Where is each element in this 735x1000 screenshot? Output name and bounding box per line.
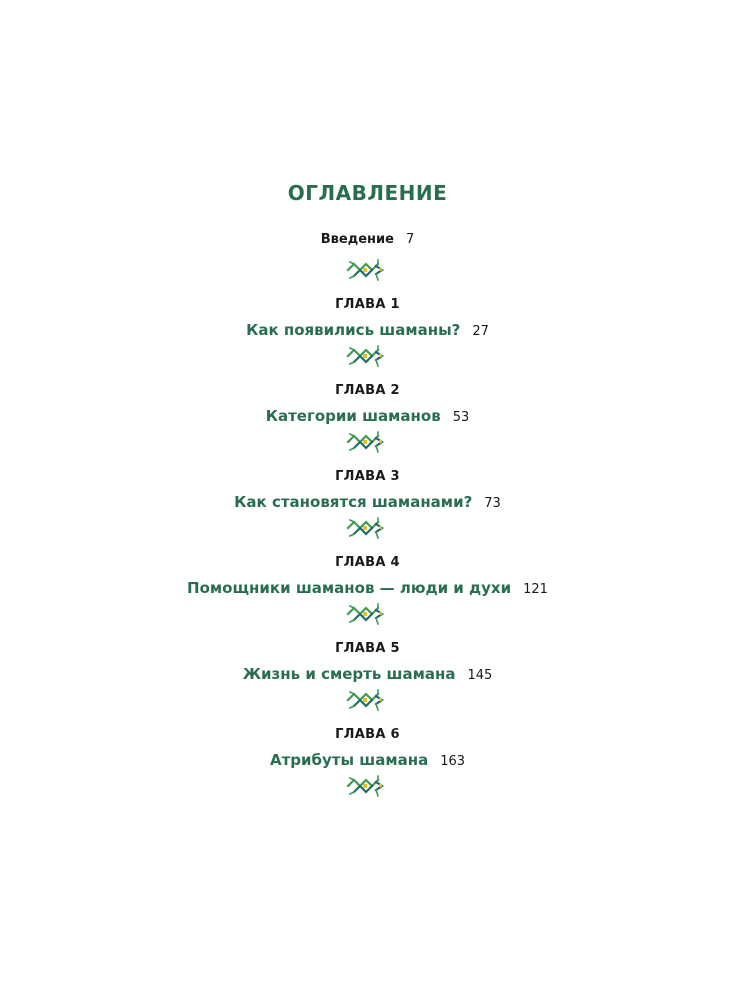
toc-chapter-4[interactable] xyxy=(0,554,735,599)
lizard-ornament-icon xyxy=(346,344,386,368)
lizard-ornament-icon xyxy=(346,430,386,454)
toc-chapter-5[interactable] xyxy=(0,640,735,685)
lizard-ornament-icon xyxy=(346,688,386,712)
chapter-title: Категории шаманов xyxy=(265,407,441,425)
chapter-label: ГЛАВА 3 xyxy=(335,469,400,484)
chapter-page-number: 73 xyxy=(484,496,501,511)
chapter-title: Атрибуты шамана xyxy=(269,751,429,769)
toc-chapter-6[interactable] xyxy=(0,726,735,771)
toc-chapter-2[interactable] xyxy=(0,382,735,427)
chapter-title: Помощники шаманов — люди и духи xyxy=(187,579,512,597)
intro-label: Введение xyxy=(320,232,394,247)
lizard-ornament-icon xyxy=(346,516,386,540)
lizard-ornament-icon xyxy=(346,774,386,798)
toc-title: ОГЛАВЛЕНИЕ xyxy=(287,181,448,205)
chapter-label: ГЛАВА 5 xyxy=(335,641,400,656)
toc-chapter-3[interactable] xyxy=(0,468,735,513)
lizard-ornament-icon xyxy=(346,602,386,626)
chapter-label: ГЛАВА 2 xyxy=(335,383,400,398)
chapter-label: ГЛАВА 6 xyxy=(335,727,400,742)
chapter-page-number: 145 xyxy=(467,668,493,683)
chapter-label: ГЛАВА 1 xyxy=(335,297,400,312)
toc-intro-entry[interactable] xyxy=(0,232,735,247)
chapter-page-number: 27 xyxy=(472,324,489,339)
chapter-label: ГЛАВА 4 xyxy=(335,555,400,570)
chapter-title: Как появились шаманы? xyxy=(246,321,461,339)
chapter-title: Жизнь и смерть шамана xyxy=(242,665,456,683)
toc-chapter-1[interactable] xyxy=(0,296,735,341)
chapter-page-number: 121 xyxy=(523,582,548,597)
chapter-page-number: 163 xyxy=(440,754,466,769)
chapter-title: Как становятся шаманами? xyxy=(234,493,473,511)
lizard-ornament-icon xyxy=(346,258,386,282)
intro-page-number: 7 xyxy=(405,232,415,247)
chapter-page-number: 53 xyxy=(452,410,470,425)
